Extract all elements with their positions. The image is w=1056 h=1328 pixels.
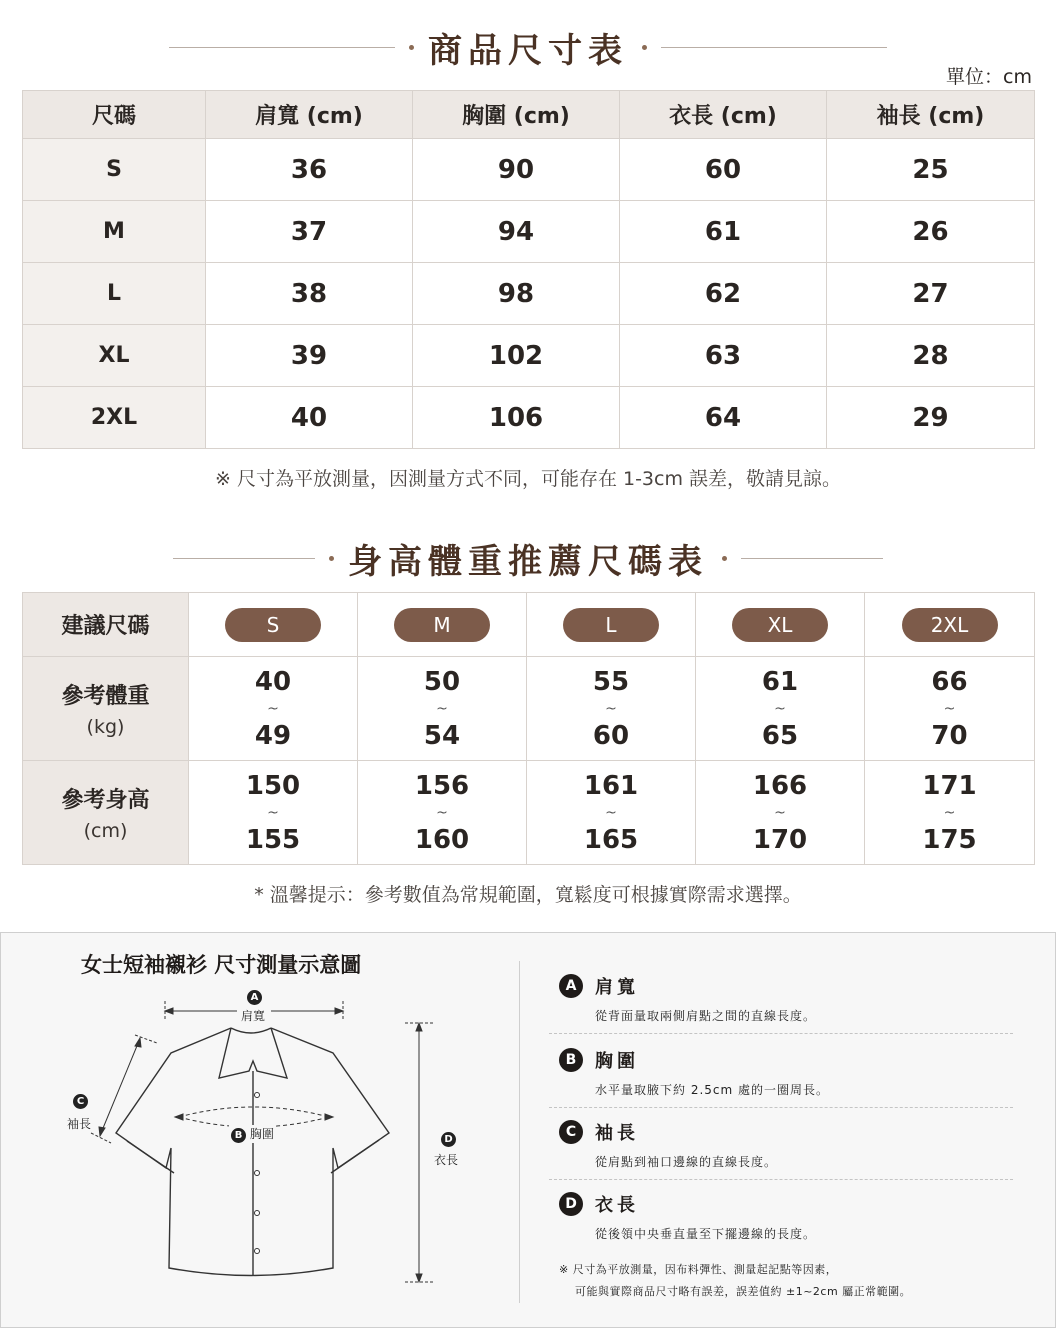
heading-dot-left: [329, 556, 334, 561]
range-from: 66: [931, 666, 968, 697]
height-unit: (cm): [83, 820, 128, 842]
table-row: [23, 761, 1035, 865]
entry-desc: 水平量取腋下約 2.5cm 處的一圈周長。: [595, 1083, 830, 1097]
marker-c: [73, 1093, 88, 1109]
recommend-chart-title: 身高體重推薦尺碼表: [348, 541, 708, 582]
entry-divider: [549, 1179, 1013, 1180]
chest-arc-top: [179, 1107, 329, 1117]
marker-d: [441, 1131, 456, 1147]
label-shoulder: 肩寬: [241, 1009, 266, 1023]
recommend-note: * 溫馨提示：參考數值為常規範圍，寬鬆度可根據實際需求選擇。: [254, 884, 802, 906]
entry-label: 胸圍: [595, 1051, 639, 1072]
heading-rule-right: [661, 47, 887, 48]
cell-length: 63: [620, 325, 827, 387]
range-to: 54: [423, 720, 461, 751]
measure-guide-title: 女士短袖襯衫 尺寸測量示意圖: [81, 953, 362, 977]
label-length: 衣長: [434, 1153, 459, 1167]
right-cuff-line: [331, 1140, 379, 1173]
size-table-header: [23, 91, 1035, 139]
height-cell: [527, 761, 696, 865]
shirt-collar: [219, 1028, 287, 1078]
header-size: 尺碼: [23, 91, 206, 139]
heading-rule-right: [741, 558, 883, 559]
range-tilde: ~: [943, 804, 956, 821]
range-from: 40: [254, 666, 292, 697]
letter-d-icon: D: [559, 1192, 583, 1216]
guide-note-line2: 可能與實際商品尺寸略有誤差，誤差值約 ±1~2cm 屬正常範圍。: [575, 1285, 912, 1298]
cell-size: 2XL: [23, 387, 206, 449]
range-tilde: ~: [436, 700, 448, 717]
height-row-label: [23, 761, 189, 865]
letter-c-icon: C: [559, 1120, 583, 1144]
letter-a-icon: A: [559, 974, 583, 998]
recommend-chart-heading: [0, 532, 1056, 584]
size-chart-note: ※ 尺寸為平放測量，因測量方式不同，可能存在 1-3cm 誤差，敬請見諒。: [214, 468, 842, 490]
cell-shoulder: 36: [206, 139, 413, 201]
letter-b-icon: B: [559, 1048, 583, 1072]
weight-row-label: [23, 657, 189, 761]
cell-length: 62: [620, 263, 827, 325]
cell-sleeve: 26: [827, 201, 1035, 263]
range-tilde: ~: [267, 700, 279, 717]
range-from: 161: [583, 770, 639, 801]
letter-d-icon: D: [441, 1132, 456, 1147]
size-cell: [527, 593, 696, 657]
range-from: 61: [761, 666, 799, 697]
button-icon: [255, 1093, 260, 1098]
guide-note-line1: ※ 尺寸為平放測量，因布料彈性、測量起記點等因素，: [559, 1263, 838, 1276]
arrowhead-icon: [325, 1114, 333, 1120]
size-table: [22, 90, 1035, 449]
guide-entry-d: [559, 1191, 1013, 1242]
cell-chest: 106: [413, 387, 620, 449]
size-cell: [696, 593, 865, 657]
size-pill: XL: [732, 608, 828, 642]
marker-a: [247, 989, 262, 1005]
heading-rule-left: [169, 47, 395, 48]
range-to: 165: [583, 824, 639, 855]
arrowhead-icon: [135, 1038, 141, 1047]
size-row-label: 建議尺碼: [23, 593, 189, 657]
arrowhead-icon: [165, 1008, 173, 1014]
height-cell: [696, 761, 865, 865]
size-pill: S: [225, 608, 321, 642]
table-row: [23, 139, 1035, 201]
collar-back: [231, 1028, 271, 1033]
cell-shoulder: 39: [206, 325, 413, 387]
height-cell: [865, 761, 1035, 865]
range-tilde: ~: [774, 804, 786, 821]
button-icon: [255, 1249, 260, 1254]
header-shoulder: 肩寬 (cm): [206, 91, 413, 139]
arrowhead-icon: [175, 1114, 183, 1120]
heading-dot-right: [642, 45, 647, 50]
unit-note: 單位：cm: [946, 66, 1032, 88]
cell-length: 61: [620, 201, 827, 263]
height-cell: [358, 761, 527, 865]
label-sleeve: 袖長: [67, 1117, 92, 1131]
size-pill: M: [394, 608, 490, 642]
size-cell: [189, 593, 358, 657]
range-from: 150: [245, 770, 301, 801]
entry-label: 衣長: [595, 1195, 639, 1216]
entry-desc: 從背面量取兩側肩點之間的直線長度。: [595, 1009, 817, 1023]
letter-c-icon: C: [73, 1094, 88, 1109]
range-tilde: ~: [943, 700, 956, 717]
size-pill: 2XL: [902, 608, 998, 642]
range-to: 155: [245, 824, 301, 855]
button-icon: [255, 1171, 260, 1176]
arrowhead-icon: [99, 1127, 105, 1136]
range-to: 170: [752, 824, 808, 855]
weight-label: 參考體重: [61, 684, 150, 709]
cell-sleeve: 29: [827, 387, 1035, 449]
left-cuff-line: [127, 1141, 174, 1173]
table-row: [23, 657, 1035, 761]
guide-entry-b: [559, 1047, 1013, 1098]
heading-rule-left: [173, 558, 315, 559]
range-tilde: ~: [605, 700, 617, 717]
cell-sleeve: 28: [827, 325, 1035, 387]
cell-shoulder: 37: [206, 201, 413, 263]
table-row: [23, 263, 1035, 325]
heading-dot-left: [409, 45, 414, 50]
cell-size: S: [23, 139, 206, 201]
guide-divider: [519, 961, 520, 1303]
cell-size: M: [23, 201, 206, 263]
range-tilde: ~: [774, 700, 786, 717]
table-row: [23, 325, 1035, 387]
range-to: 70: [931, 720, 968, 751]
weight-unit: (kg): [86, 716, 125, 738]
range-from: 156: [414, 770, 470, 801]
range-tilde: ~: [436, 804, 448, 821]
weight-cell: [358, 657, 527, 761]
range-from: 50: [423, 666, 461, 697]
cell-sleeve: 25: [827, 139, 1035, 201]
range-from: 166: [752, 770, 808, 801]
cell-sleeve: 27: [827, 263, 1035, 325]
range-from: 171: [922, 770, 977, 801]
recommend-table: [22, 592, 1035, 865]
entry-label: 肩寬: [595, 977, 639, 998]
label-chest: 胸圍: [249, 1127, 274, 1141]
marker-b: [229, 1125, 276, 1143]
entry-divider: [549, 1033, 1013, 1034]
arrowhead-icon: [335, 1008, 343, 1014]
cell-chest: 98: [413, 263, 620, 325]
range-from: 55: [592, 666, 630, 697]
range-tilde: ~: [267, 804, 279, 821]
cell-chest: 90: [413, 139, 620, 201]
cell-length: 60: [620, 139, 827, 201]
height-cell: [189, 761, 358, 865]
size-chart-heading: [0, 22, 1056, 72]
entry-divider: [549, 1107, 1013, 1108]
cell-size: L: [23, 263, 206, 325]
range-to: 175: [922, 824, 977, 855]
cell-shoulder: 40: [206, 387, 413, 449]
table-row: [23, 201, 1035, 263]
range-to: 60: [592, 720, 630, 751]
size-cell: [865, 593, 1035, 657]
weight-cell: [865, 657, 1035, 761]
button-icon: [255, 1211, 260, 1216]
weight-cell: [189, 657, 358, 761]
cell-length: 64: [620, 387, 827, 449]
arrowhead-icon: [416, 1274, 422, 1282]
range-to: 160: [414, 824, 470, 855]
table-row: [23, 387, 1035, 449]
guide-entry-a: [559, 973, 1013, 1024]
weight-cell: [696, 657, 865, 761]
entry-label: 袖長: [595, 1123, 639, 1144]
range-tilde: ~: [605, 804, 617, 821]
size-cell: [358, 593, 527, 657]
cell-chest: 102: [413, 325, 620, 387]
size-chart-title: 商品尺寸表: [428, 30, 628, 71]
height-label: 參考身高: [61, 788, 150, 813]
guide-entry-c: [559, 1119, 1013, 1170]
letter-b-icon: B: [231, 1128, 246, 1143]
heading-dot-right: [722, 556, 727, 561]
range-to: 65: [761, 720, 799, 751]
entry-desc: 從後領中央垂直量至下擺邊線的長度。: [595, 1227, 817, 1241]
table-row: [23, 593, 1035, 657]
letter-a-icon: A: [247, 990, 262, 1005]
weight-cell: [527, 657, 696, 761]
sleeve-arrow: [101, 1041, 139, 1133]
measure-guide-panel: [0, 932, 1056, 1328]
header-length: 衣長 (cm): [620, 91, 827, 139]
size-pill: L: [563, 608, 659, 642]
cell-chest: 94: [413, 201, 620, 263]
header-chest: 胸圍 (cm): [413, 91, 620, 139]
cell-shoulder: 38: [206, 263, 413, 325]
entry-desc: 從肩點到袖口邊線的直線長度。: [595, 1155, 778, 1169]
range-to: 49: [254, 720, 292, 751]
header-sleeve: 袖長 (cm): [827, 91, 1035, 139]
arrowhead-icon: [416, 1023, 422, 1031]
cell-size: XL: [23, 325, 206, 387]
